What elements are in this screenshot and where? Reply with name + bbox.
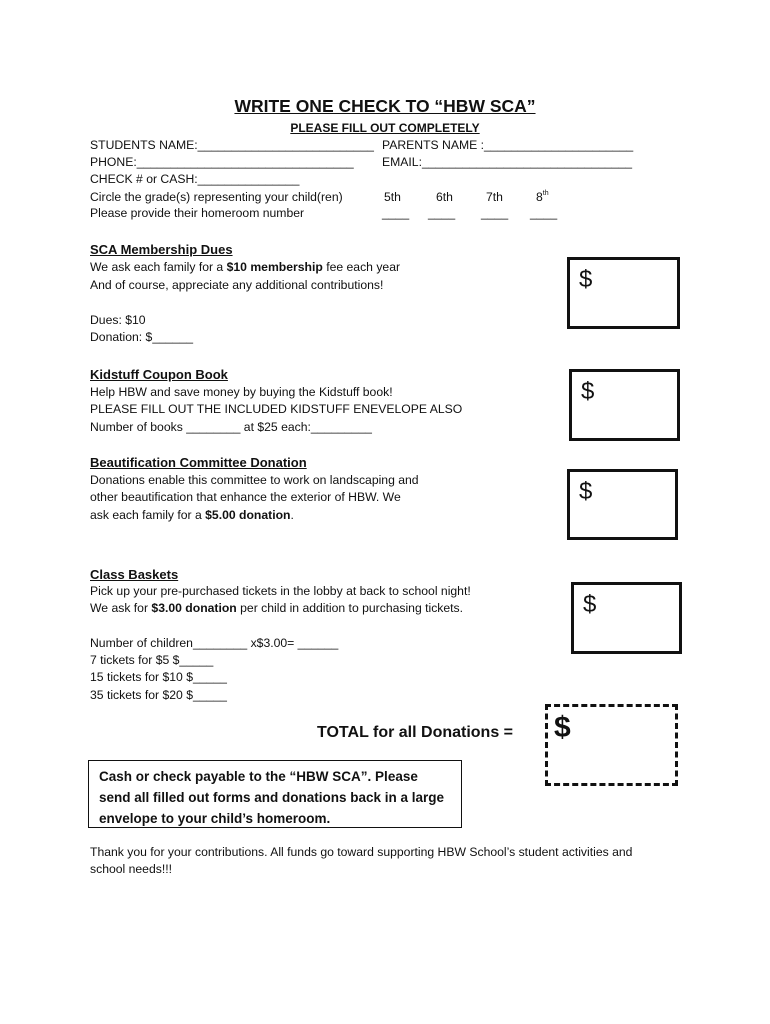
membership-amount-box[interactable] — [567, 257, 680, 329]
beautification-line-1: Donations enable this committee to work on landscaping and — [90, 473, 419, 487]
baskets-line-2-post: per child in addition to purchasing tickets. — [236, 601, 464, 615]
page-subtitle: PLEASE FILL OUT COMPLETELY — [290, 121, 480, 135]
beautification-line-3-pre: ask each family for a — [90, 508, 206, 522]
membership-amount: $10 membership — [226, 260, 323, 274]
total-label: TOTAL for all Donations = — [317, 724, 514, 741]
dollar-sign: $ — [583, 591, 597, 618]
total-amount-box[interactable] — [545, 704, 678, 786]
homeroom-blank-6th[interactable]: ____ — [428, 206, 456, 220]
footer-line-2: school needs!!! — [90, 862, 172, 876]
beautification-amount: $5.00 donation — [205, 508, 291, 522]
dollar-sign: $ — [579, 266, 593, 293]
baskets-amount-box[interactable] — [571, 582, 682, 654]
children-count-field[interactable]: Number of children________ x$3.00= ______ — [90, 636, 339, 650]
grade-6th[interactable]: 6th — [436, 190, 453, 204]
membership-heading: SCA Membership Dues — [90, 242, 233, 257]
circle-grade-label: Circle the grade(s) representing your child(ren) — [90, 190, 343, 204]
parents-name-field[interactable]: PARENTS NAME :______________________ — [382, 138, 634, 152]
homeroom-blank-7th[interactable]: ____ — [481, 206, 509, 220]
homeroom-blank-8th[interactable]: ____ — [530, 206, 558, 220]
dollar-sign: $ — [554, 711, 571, 744]
grade-7th[interactable]: 7th — [486, 190, 503, 204]
homeroom-blank-5th[interactable]: ____ — [382, 206, 410, 220]
grade-8th[interactable] — [536, 189, 549, 206]
dues-label: Dues: $10 — [90, 313, 146, 327]
baskets-amount: $3.00 donation — [151, 601, 237, 615]
membership-line-1-pre: We ask each family for a — [90, 260, 227, 274]
kidstuff-line-1: Help HBW and save money by buying the Kidstuff book! — [90, 385, 393, 399]
baskets-heading: Class Baskets — [90, 567, 179, 582]
membership-line-2: And of course, appreciate any additional contributions! — [90, 278, 384, 292]
beautification-line-2: other beautification that enhance the exterior of HBW. We — [90, 490, 401, 504]
payment-instructions: Cash or check payable to the “HBW SCA”. Please send all filled out forms and donations back in a large envelope to your child’s homeroom. — [88, 760, 462, 828]
tickets-7-field[interactable]: 7 tickets for $5 $_____ — [90, 653, 214, 667]
kidstuff-books-field[interactable]: Number of books ________ at $25 each:_________ — [90, 420, 372, 434]
grade-8th-number: 8 — [536, 190, 543, 204]
beautification-heading: Beautification Committee Donation — [90, 455, 307, 470]
phone-field[interactable]: PHONE:________________________________ — [90, 155, 354, 169]
beautification-amount-box[interactable] — [567, 469, 678, 540]
baskets-line-2-pre: We ask for — [90, 601, 152, 615]
dollar-sign: $ — [579, 478, 593, 505]
membership-line-1 — [90, 259, 400, 276]
email-field[interactable]: EMAIL:_______________________________ — [382, 155, 633, 169]
beautification-line-3 — [90, 507, 294, 524]
kidstuff-heading: Kidstuff Coupon Book — [90, 367, 228, 382]
donation-field[interactable]: Donation: $______ — [90, 330, 194, 344]
grade-5th[interactable]: 5th — [384, 190, 401, 204]
grade-8th-suffix: th — [542, 190, 549, 197]
tickets-15-field[interactable]: 15 tickets for $10 $_____ — [90, 670, 227, 684]
tickets-35-field[interactable]: 35 tickets for $20 $_____ — [90, 688, 227, 702]
membership-line-1-post: fee each year — [322, 260, 401, 274]
footer-line-1: Thank you for your contributions. All funds go toward supporting HBW School’s student activities and — [90, 845, 633, 859]
kidstuff-amount-box[interactable] — [569, 369, 680, 441]
homeroom-label: Please provide their homeroom number — [90, 206, 305, 220]
beautification-line-3-post: . — [290, 508, 294, 522]
check-cash-field[interactable]: CHECK # or CASH:_______________ — [90, 172, 300, 186]
page-title: WRITE ONE CHECK TO “HBW SCA” — [234, 96, 536, 116]
kidstuff-line-2: PLEASE FILL OUT THE INCLUDED KIDSTUFF ENEVELOPE ALSO — [90, 402, 463, 416]
dollar-sign: $ — [581, 378, 595, 405]
baskets-line-2 — [90, 600, 463, 617]
students-name-field[interactable]: STUDENTS NAME:__________________________ — [90, 138, 374, 152]
baskets-line-1: Pick up your pre-purchased tickets in the lobby at back to school night! — [90, 584, 471, 598]
